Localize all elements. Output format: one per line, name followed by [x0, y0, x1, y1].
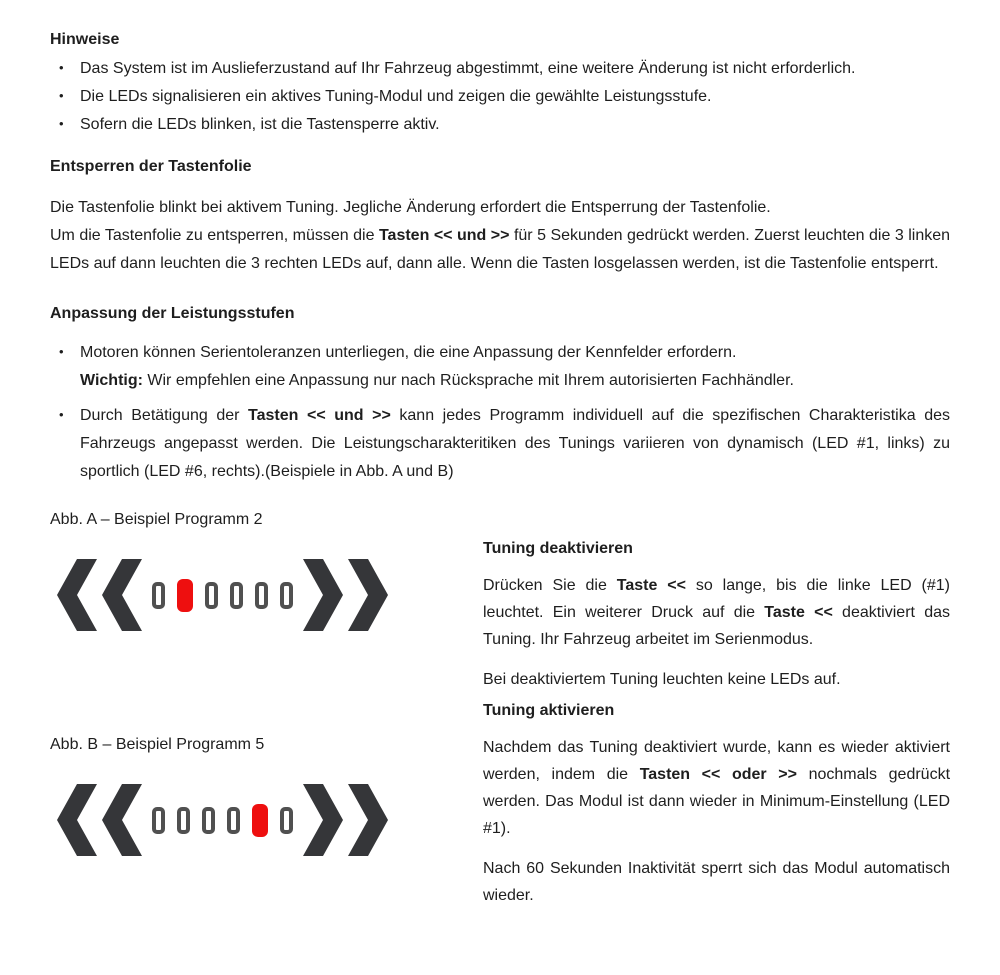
tuning-deaktivieren-paragraph: Drücken Sie die Taste << so lange, bis die linke LED (#1) leuchtet. Ein weiterer Druck auf die Taste << deaktiviert das Tuning. Ihr Fahrzeug arbeitet im Serienmodus. [483, 577, 951, 648]
instructions-column [483, 509, 950, 909]
tuning-deaktivieren-note: Bei deaktiviertem Tuning leuchten keine LEDs auf. [483, 671, 841, 688]
led-display [152, 804, 293, 837]
led-on-indicator [177, 579, 193, 612]
tuning-aktivieren-title: Tuning aktivieren [483, 702, 615, 719]
led-off-indicator [202, 807, 215, 834]
led-off-indicator [152, 807, 165, 834]
list-item [50, 55, 950, 83]
tuning-aktivieren-note: Nach 60 Sekunden Inaktivität sperrt sich das Modul automatisch wieder. [483, 860, 950, 904]
bullet-icon: • [59, 88, 64, 103]
list-item [50, 111, 950, 139]
tuning-deaktivieren-title: Tuning deaktivieren [483, 540, 633, 557]
figures-column [50, 509, 483, 909]
list-item-text: Motoren können Serientoleranzen unterliegen, die eine Anpassung der Kennfelder erfordern. Wichtig: Wir empfehlen eine Anpassung nur nach Rücksprache mit Ihrem autorisierten Fachhändler. [80, 344, 794, 389]
list-item [50, 339, 950, 395]
hinweise-title: Hinweise [50, 31, 120, 48]
anpassung-list [50, 339, 950, 486]
figure-b-label: Abb. B – Beispiel Programm 5 [50, 736, 265, 753]
bullet-icon: • [59, 407, 64, 422]
list-item-text: Das System ist im Auslieferzustand auf Ihr Fahrzeug abgestimmt, eine weitere Änderung ist nicht erforderlich. [80, 60, 856, 77]
led-off-indicator [152, 582, 165, 609]
figure-a-label: Abb. A – Beispiel Programm 2 [50, 511, 263, 528]
led-display [152, 579, 293, 612]
list-item [50, 402, 950, 486]
entsperren-paragraph: Die Tastenfolie blinkt bei aktivem Tuning. Jegliche Änderung erfordert die Entsperrung der Tastenfolie. Um die Tastenfolie zu entsperren, müssen die Tasten << und >> für 5 Sekunden gedrückt werden. Zuerst leuchten die 3 linken LEDs auf dann leuchten die 3 rechten LEDs auf, dann alle. Wenn die Tasten losgelassen werden, ist die Tastenfolie entsperrt. [50, 199, 951, 272]
double-chevron-right-icon [303, 559, 388, 631]
led-off-indicator [255, 582, 268, 609]
led-off-indicator [205, 582, 218, 609]
anpassung-title: Anpassung der Leistungsstufen [50, 305, 295, 322]
figure-b-graphic [57, 784, 483, 856]
tuning-aktivieren-paragraph: Nachdem das Tuning deaktiviert wurde, kann es wieder aktiviert werden, indem die Tasten << oder >> nochmals gedrückt werden. Das Modul ist dann wieder in Minimum-Einstellung (LED #1). [483, 739, 951, 837]
bullet-icon: • [59, 344, 64, 359]
list-item-text: Die LEDs signalisieren ein aktives Tuning-Modul und zeigen die gewählte Leistungsstufe. [80, 88, 712, 105]
list-item [50, 83, 950, 111]
section-entsperren [50, 157, 950, 278]
double-chevron-left-icon [57, 784, 142, 856]
entsperren-title: Entsperren der Tastenfolie [50, 158, 252, 175]
double-chevron-left-icon [57, 559, 142, 631]
section-hinweise [50, 30, 950, 139]
section-anpassung [50, 304, 950, 486]
double-chevron-right-icon [303, 784, 388, 856]
led-off-indicator [177, 807, 190, 834]
hinweise-list [50, 55, 950, 139]
led-off-indicator [227, 807, 240, 834]
bullet-icon: • [59, 116, 64, 131]
bullet-icon: • [59, 60, 64, 75]
figures-and-instructions [50, 509, 950, 909]
list-item-text: Sofern die LEDs blinken, ist die Tastensperre aktiv. [80, 116, 440, 133]
list-item-text: Durch Betätigung der Tasten << und >> kann jedes Programm individuell auf die spezifischen Charakteristika des Fahrzeugs angepasst werden. Die Leistungscharakteritiken des Tunings variieren von dynamisch (LED #1, links) zu sportlich (LED #6, rechts).(Beispiele in Abb. A und B) [80, 407, 950, 480]
led-off-indicator [280, 807, 293, 834]
led-off-indicator [230, 582, 243, 609]
figure-a-graphic [57, 559, 483, 631]
led-off-indicator [280, 582, 293, 609]
led-on-indicator [252, 804, 268, 837]
